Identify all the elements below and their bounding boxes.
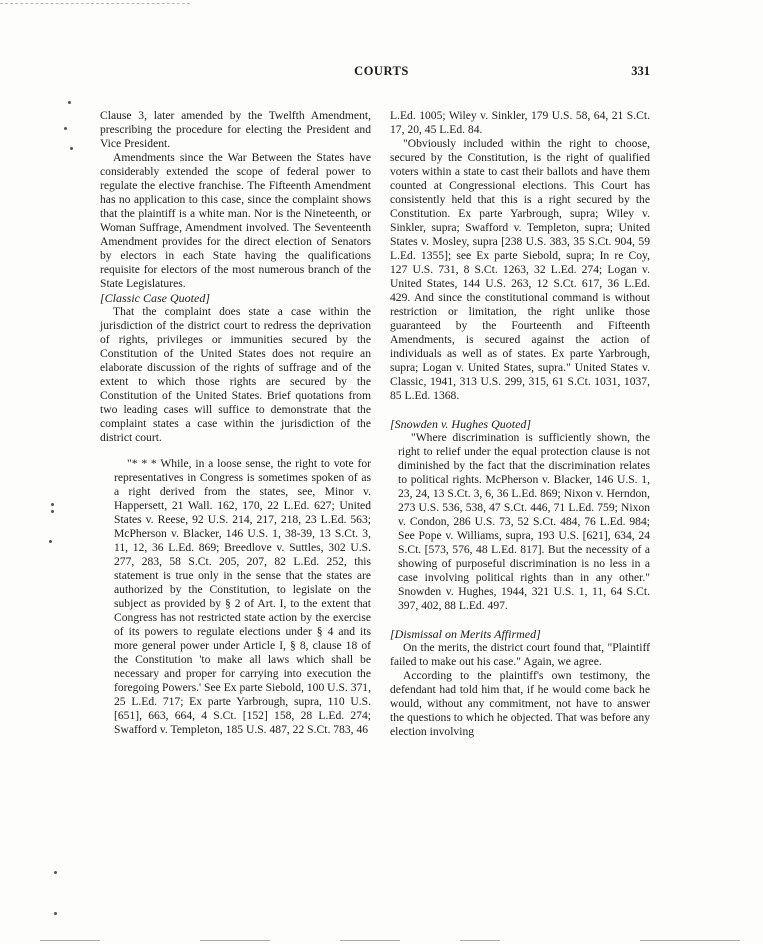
block-quote [390, 431, 650, 613]
paragraph: According to the plaintiff's own testimony, the defendant had told him that, if he would come back he would, without any commitment, not have to answer the questions to which he objected. That was before any election involving [390, 669, 650, 738]
bottom-scan-border [200, 940, 270, 941]
section-heading: [Snowden v. Hughes Quoted] [390, 417, 532, 431]
bottom-scan-border [640, 940, 740, 941]
paragraph: Clause 3, later amended by the Twelfth Amendment, prescribing the procedure for electing the President and Vice President. [100, 109, 371, 150]
right-column [390, 109, 650, 739]
left-column [100, 109, 371, 737]
bottom-scan-border [40, 940, 100, 941]
bottom-scan-border [460, 940, 500, 941]
scan-speck [49, 540, 52, 543]
block-quote [100, 457, 371, 737]
running-title: COURTS [354, 64, 409, 78]
paragraph: Amendments since the War Between the States have considerably extended the scope of federal power to regulate the elective franchise. The Fifteenth Amendment has no application to this case, since the complaint shows that the plaintiff is a white man. Nor is the Nineteenth, or Woman Suffrage, Amendment involved. The Seventeenth Amendment provides for the direct election of Senators by electors in each State having the qualifications requisite for electors of the most numerous branch of the State Legislatures. [100, 151, 371, 290]
page-number: 331 [631, 64, 650, 78]
quote-continuation: L.Ed. 1005; Wiley v. Sinkler, 179 U.S. 58, 64, 21 S.Ct. 17, 20, 45 L.Ed. 84. [390, 109, 650, 136]
top-scan-border [0, 3, 190, 4]
quote-paragraph: "Obviously included within the right to choose, secured by the Constitution, is the right of qualified voters within a state to cast their ballots and have them counted at Congressional elections. This Court has consistently held that this is a right secured by the Constitution. Ex parte Yarbrough, supra; Wiley v. Sinkler, supra; Swafford v. Templeton, supra; United States v. Mosley, supra [238 U.S. 383, 35 S.Ct. 904, 59 L.Ed. 1355]; see Ex parte Siebold, supra; In re Coy, 127 U.S. 731, 8 S.Ct. 1263, 32 L.Ed. 274; Logan v. United States, 144 U.S. 263, 12 S.Ct. 617, 36 L.Ed. 429. And since the constitutional command is without restriction or limitation, the right unlike those guaranteed by the Fourteenth and Fifteenth Amendments, is secured against the action of individuals as well as of states. Ex parte Yarbrough, supra; Logan v. United States, supra." United States v. Classic, 1941, 313 U.S. 299, 315, 61 S.Ct. 1031, 1037, 85 L.Ed. 1368. [390, 137, 650, 402]
section-heading: [Dismissal on Merits Affirmed] [390, 627, 541, 641]
quote-paragraph: "* * * While, in a loose sense, the right to vote for representatives in Congress is sometimes spoken of as a right derived from the states, see, Minor v. Happersett, 21 Wall. 162, 170, 22 L.Ed. 627; United States v. Reese, 92 U.S. 214, 217, 218, 23 L.Ed. 563; McPherson v. Blacker, 146 U.S. 1, 38-39, 13 S.Ct. 3, 11, 12, 36 L.Ed. 869; Breedlove v. Suttles, 302 U.S. 277, 283, 58 S.Ct. 205, 207, 82 L.Ed. 252, this statement is true only in the sense that the states are authorized by the Constitution, to legislate on the subject as provided by § 2 of Art. I, to the extent that Congress has not restricted state action by the exercise of its powers to regulate elections under § 4 and its more general power under Article I, § 8, clause 18 of the Constitution 'to make all laws which shall be necessary and proper for carrying into execution the foregoing Powers.' See Ex parte Siebold, 100 U.S. 371, 25 L.Ed. 717; Ex parte Yarbrough, supra, 110 U.S. [651], 663, 664, 4 S.Ct. [152] 158, 28 L.Ed. 274; Swafford v. Templeton, 185 U.S. 487, 22 S.Ct. 783, 46 [114, 457, 371, 736]
scan-speck [54, 871, 57, 874]
scan-speck [51, 503, 54, 506]
scan-speck [68, 101, 71, 104]
section-heading: [Classic Case Quoted] [100, 291, 211, 305]
paragraph: That the complaint does state a case within the jurisdiction of the district court to redress the deprivation of rights, privileges or immunities secured by the Constitution of the United States does not require an elaborate discussion of the rights of suffrage and of the extent to which those rights are secured by the Constitution of the United States. Brief quotations from two leading cases will suffice to demonstrate that the complaint states a case within the jurisdiction of the district court. [100, 305, 371, 444]
quote-paragraph: "Where discrimination is sufficiently shown, the right to relief under the equal protection clause is not diminished by the fact that the discrimination relates to political rights. McPherson v. Blacker, 146 U.S. 1, 23, 24, 13 S.Ct. 3, 6, 36 L.Ed. 869; Nixon v. Herndon, 273 U.S. 536, 538, 47 S.Ct. 446, 71 L.Ed. 759; Nixon v. Condon, 286 U.S. 73, 52 S.Ct. 484, 76 L.Ed. 984; See Pope v. Williams, supra, 193 U.S. [621], 634, 24 S.Ct. [573, 576, 48 L.Ed. 817]. But the necessity of a showing of purposeful discrimination is no less in a case involving political rights than in any other." Snowden v. Hughes, 1944, 321 U.S. 1, 11, 64 S.Ct. 397, 402, 88 L.Ed. 497. [398, 431, 650, 612]
scan-speck [54, 912, 57, 915]
scan-speck [64, 127, 67, 130]
scan-speck [70, 147, 73, 150]
paragraph: On the merits, the district court found that, "Plaintiff failed to make out his case." Again, we agree. [390, 641, 650, 668]
bottom-scan-border [340, 940, 400, 941]
running-head [0, 64, 763, 82]
scan-speck [51, 510, 54, 513]
